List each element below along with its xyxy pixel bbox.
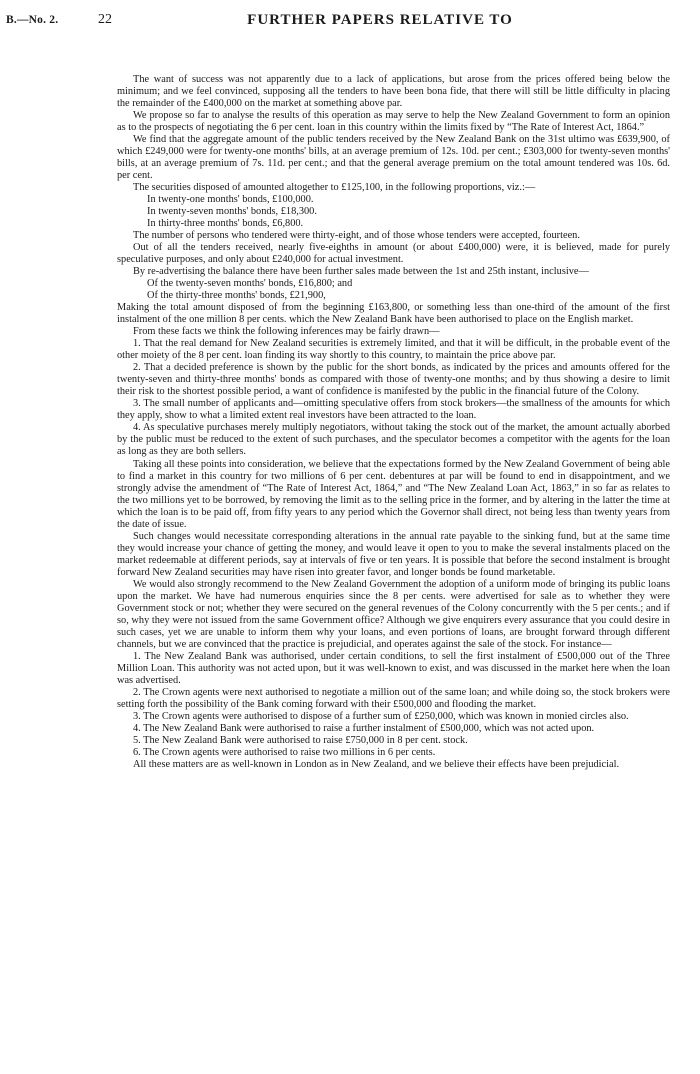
paragraph: 2. That a decided preference is shown by the public for the short bonds, as indicated by the prices and amounts offered for the twenty-seven and thirty-three months' bonds as compared with those of twenty-one months; and by thus showing a desire to limit their risk to the shortest possible period, a want of confidence is manifested by the public in the financial future of the Colony. — [117, 362, 670, 398]
paragraph: Making the total amount disposed of from the beginning £163,800, or something less than one-third of the amount of the first instalment of the one million 8 per cents. which the New Zealand Bank have been authorised to place on the English market. — [117, 302, 670, 326]
paragraph: From these facts we think the following inferences may be fairly drawn— — [133, 326, 440, 338]
paragraph: By re-advertising the balance there have been further sales made between the 1st and 25th instant, inclusive— — [133, 266, 589, 278]
page-header — [0, 0, 700, 40]
paragraph: 6. The Crown agents were authorised to raise two millions in 6 per cents. — [133, 746, 436, 758]
paragraph: 1. That the real demand for New Zealand securities is extremely limited, and that it will be difficult, in the probable event of the other moiety of the 8 per cent. loan finding its way shortly to this country, to maintain the price above par. — [117, 338, 670, 362]
paragraph: The want of success was not apparently due to a lack of applications, but arose from the prices offered being below the minimum; and we feel convinced, supposing all the tenders to have been bona fide, that there will still be little difficulty in placing the remainder of the £400,000 on the market at something above par. — [117, 74, 670, 110]
paragraph: We propose so far to analyse the results of this operation as may serve to help the New Zealand Government to form an opinion as to the prospects of negotiating the 6 per cent. loan in this country within the limits fixed by “The Rate of Interest Act, 1864.” — [117, 110, 670, 134]
paragraph: 4. The New Zealand Bank were authorised to raise a further instalment of £500,000, which was not acted upon. — [133, 722, 595, 734]
paragraph: In twenty-seven months' bonds, £18,300. — [147, 206, 317, 218]
paragraph: Such changes would necessitate corresponding alterations in the annual rate payable to the sinking fund, but at the same time they would increase your chance of getting the money, and would leave it open to you to make the several instalments placed on the market redeemable at different periods, say at intervals of five or ten years. It is possible that before the second instalment is brought forward New Zealand securities may have risen into greater favor, and longer bonds be found marketable. — [117, 530, 670, 578]
paragraph: In thirty-three months' bonds, £6,800. — [147, 218, 304, 230]
paragraph: All these matters are as well-known in London as in New Zealand, and we believe their effects have been prejudicial. — [133, 758, 620, 770]
paragraph: Of the twenty-seven months' bonds, £16,800; and — [147, 278, 353, 290]
paragraph: We would also strongly recommend to the New Zealand Government the adoption of a uniform mode of bringing its public loans upon the market. We have had numerous enquiries since the 8 per cents. were advertised for sale as to whether they were Government stock or not; whether they were secured on the general revenues of the Colony concurrently with the 5 per cents.; and if so, why they were not issued from the same Government office? Although we give enquirers every assurance that you could desire in such cases, yet we are unable to inform them why your loans, and even portions of loans, are brought forward through different channels, but we are convinced that the practice is prejudicial, and operates against the sale of the stock. For instance— — [117, 578, 670, 650]
paragraph: 3. The small number of applicants and—omitting speculative offers from stock brokers—the smallness of the amounts for which they apply, show to what a limited extent real investors have been attracted to the loan. — [117, 398, 670, 422]
paragraph: We find that the aggregate amount of the public tenders received by the New Zealand Bank on the 31st ultimo was £639,900, of which £249,000 were for twenty-one months' bills, at an average premium of 12s. 10d. per cent.; £303,000 for twenty-seven months' bills, at an average premium of 7s. 11d. per cent.; and that the general average premium on the total amount tendered was 10s. 6d. per cent. — [117, 134, 670, 182]
paragraph: 5. The New Zealand Bank were authorised to raise £750,000 in 8 per cent. stock. — [133, 734, 468, 746]
running-title: FURTHER PAPERS RELATIVE TO — [247, 12, 513, 28]
paragraph: 4. As speculative purchases merely multiply negotiators, without taking the stock out of the market, the amount actually aborbed by the public must be reduced to the extent of such purchases, and the speculator becomes a competitor with the agents for the loan as long as they are both sellers. — [117, 422, 670, 458]
paragraph: The number of persons who tendered were thirty-eight, and of those whose tenders were accepted, fourteen. — [133, 230, 580, 242]
paragraph: In twenty-one months' bonds, £100,000. — [147, 194, 314, 206]
page-number: 22 — [98, 12, 112, 27]
paragraph: 1. The New Zealand Bank was authorised, under certain conditions, to sell the first instalment of £500,000 out of the Three Million Loan. This authority was not acted upon, but it was well-known to exist, and was discussed in the market here when the loan was advertised. — [117, 650, 670, 686]
paragraph: 2. The Crown agents were next authorised to negotiate a million out of the same loan; and while doing so, the stock brokers were setting forth the possibility of the Bank coming forward with their £500,000 and flooding the market. — [117, 686, 670, 710]
paragraph: The securities disposed of amounted altogether to £125,100, in the following proportions, viz.:— — [133, 182, 536, 194]
paragraph: Taking all these points into consideration, we believe that the expectations formed by the New Zealand Government of being able to find a market in this country for two millions of 6 per cent. debentures at par will be found to end in disappointment, and we strongly advise the amendment of “The Rate of Interest Act, 1864,” and “The New Zealand Loan Act, 1863,” in so far as relates to the two millions yet to be borrowed, by removing the limit as to the selling price in the former, and by altering in the latter the time at which the loan is to be paid off, from fifty years to any period which the Governor shall direct, not being less than twenty years from the date of issue. — [117, 458, 670, 530]
document-reference: B.—No. 2. — [6, 14, 59, 26]
paragraph: Out of all the tenders received, nearly five-eighths in amount (or about £400,000) were, it is believed, made for purely speculative purposes, and only about £240,000 for actual investment. — [117, 242, 670, 266]
paragraph: Of the thirty-three months' bonds, £21,900, — [147, 290, 326, 302]
paragraph: 3. The Crown agents were authorised to dispose of a further sum of £250,000, which was known in monied circles also. — [133, 710, 629, 722]
letter-body — [117, 74, 670, 771]
